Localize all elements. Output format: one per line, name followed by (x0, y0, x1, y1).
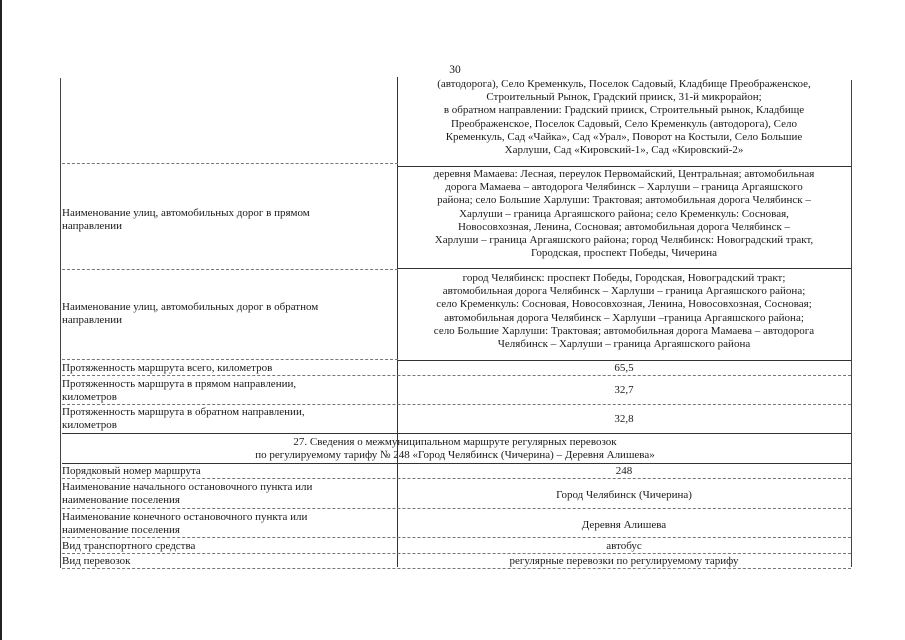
row-divider (62, 163, 398, 164)
intro-line: (автодорога), Село Кременкуль, Поселок Садовый, Кладбище Преображенское, (437, 78, 811, 90)
row-divider (398, 166, 851, 167)
row-divider (398, 360, 851, 361)
row-divider (62, 463, 851, 464)
transport-kind-label: Вид перевозок (62, 555, 131, 567)
page-number: 30 (449, 64, 461, 76)
vehicle-type-label: Вид транспортного средства (62, 540, 196, 552)
row-divider (62, 508, 851, 509)
row-divider (62, 359, 398, 360)
row-divider (62, 375, 851, 376)
reverse-length-label: Протяженность маршрута в обратном направлении, километров (62, 406, 305, 431)
forward-streets-value: деревня Мамаева: Лесная, переулок Первомайский, Центральная; автомобильная дорога Мамаева – автодорога Челябинск – Харлуши – граница Аргаяшского района; село Большие Харлуши: Трактовая; автомобильная дорога Челябинск – Харлуши – граница Аргаяшского района; село Кременкуль: Сосновая, Новосовхозная, Ленина, Сосновая; автомобильная дорога Челябинск – Харлуши – граница Аргаяшского района; город Челябинск: Новоградский тракт, Городская, проспект Победы, Чичерина (433, 168, 815, 260)
intro-line: Кременкуль, Сад «Чайка», Сад «Урал», Поворот на Костыли, Село Большие (445, 130, 803, 143)
forward-length-label: Протяженность маршрута в прямом направлении, километров (62, 378, 297, 403)
end-stop-label: Наименование конечного остановочного пункта или наименование поселения (62, 511, 308, 536)
reverse-streets-label: Наименование улиц, автомобильных дорог в обратном направлении (62, 301, 319, 326)
section-title: 27. Сведения о межмуниципальном маршруте регулярных перевозок по регулируемому тарифу № 248 «Город Челябинск (Чичерина) – Деревня Алишева» (255, 436, 655, 461)
start-stop-value: Город Челябинск (Чичерина) (556, 489, 692, 501)
table-left-border (60, 78, 61, 568)
reverse-length-value: 32,8 (614, 413, 634, 425)
scan-left-edge (0, 0, 2, 640)
row-divider (62, 537, 851, 538)
end-stop-value: Деревня Алишева (581, 519, 667, 531)
intro-line: Харлуши, Сад «Кировский-1», Сад «Кировский-2» (504, 144, 744, 157)
intro-line: Строительный Рынок, Градский прииск, 31-й микрорайон; (486, 91, 762, 104)
row-divider (62, 568, 851, 569)
row-divider (62, 269, 398, 270)
total-length-value: 65,5 (614, 362, 634, 374)
row-divider (398, 268, 851, 269)
intro-line: в обратном направлении: Градский прииск, Строительный рынок, Кладбище (443, 104, 805, 117)
table-right-border (851, 80, 852, 567)
route-number-value: 248 (615, 465, 633, 477)
forward-length-value: 32,7 (614, 384, 634, 396)
row-divider (62, 404, 851, 405)
route-number-label: Порядковый номер маршрута (62, 465, 201, 477)
row-divider (62, 478, 851, 479)
forward-streets-label: Наименование улиц, автомобильных дорог в прямом направлении (62, 207, 310, 232)
start-stop-label: Наименование начального остановочного пункта или наименование поселения (62, 481, 313, 506)
vehicle-type-value: автобус (606, 540, 642, 552)
row-divider (62, 553, 851, 554)
intro-cell (398, 78, 850, 157)
intro-line: Преображенское, Поселок Садовый, Село Кременкуль (автодорога), Село (450, 117, 797, 130)
total-length-label: Протяженность маршрута всего, километров (62, 362, 273, 374)
reverse-streets-value: город Челябинск: проспект Победы, Городская, Новоградский тракт; автомобильная дорога Челябинск – Харлуши – граница Аргаяшского района; село Кременкуль: Сосновая, Новосовхозная, Ленина, Новосовхозная, Сосновая; автомобильная дорога Челябинск – Харлуши –граница Аргаяшского района; село Большие Харлуши: Трактовая; автомобильная дорога Мамаева – автодорога Челябинск – Харлуши – граница Аргаяшского района (433, 272, 815, 351)
row-divider (62, 433, 851, 434)
transport-kind-value: регулярные перевозки по регулируемому тарифу (509, 555, 739, 567)
